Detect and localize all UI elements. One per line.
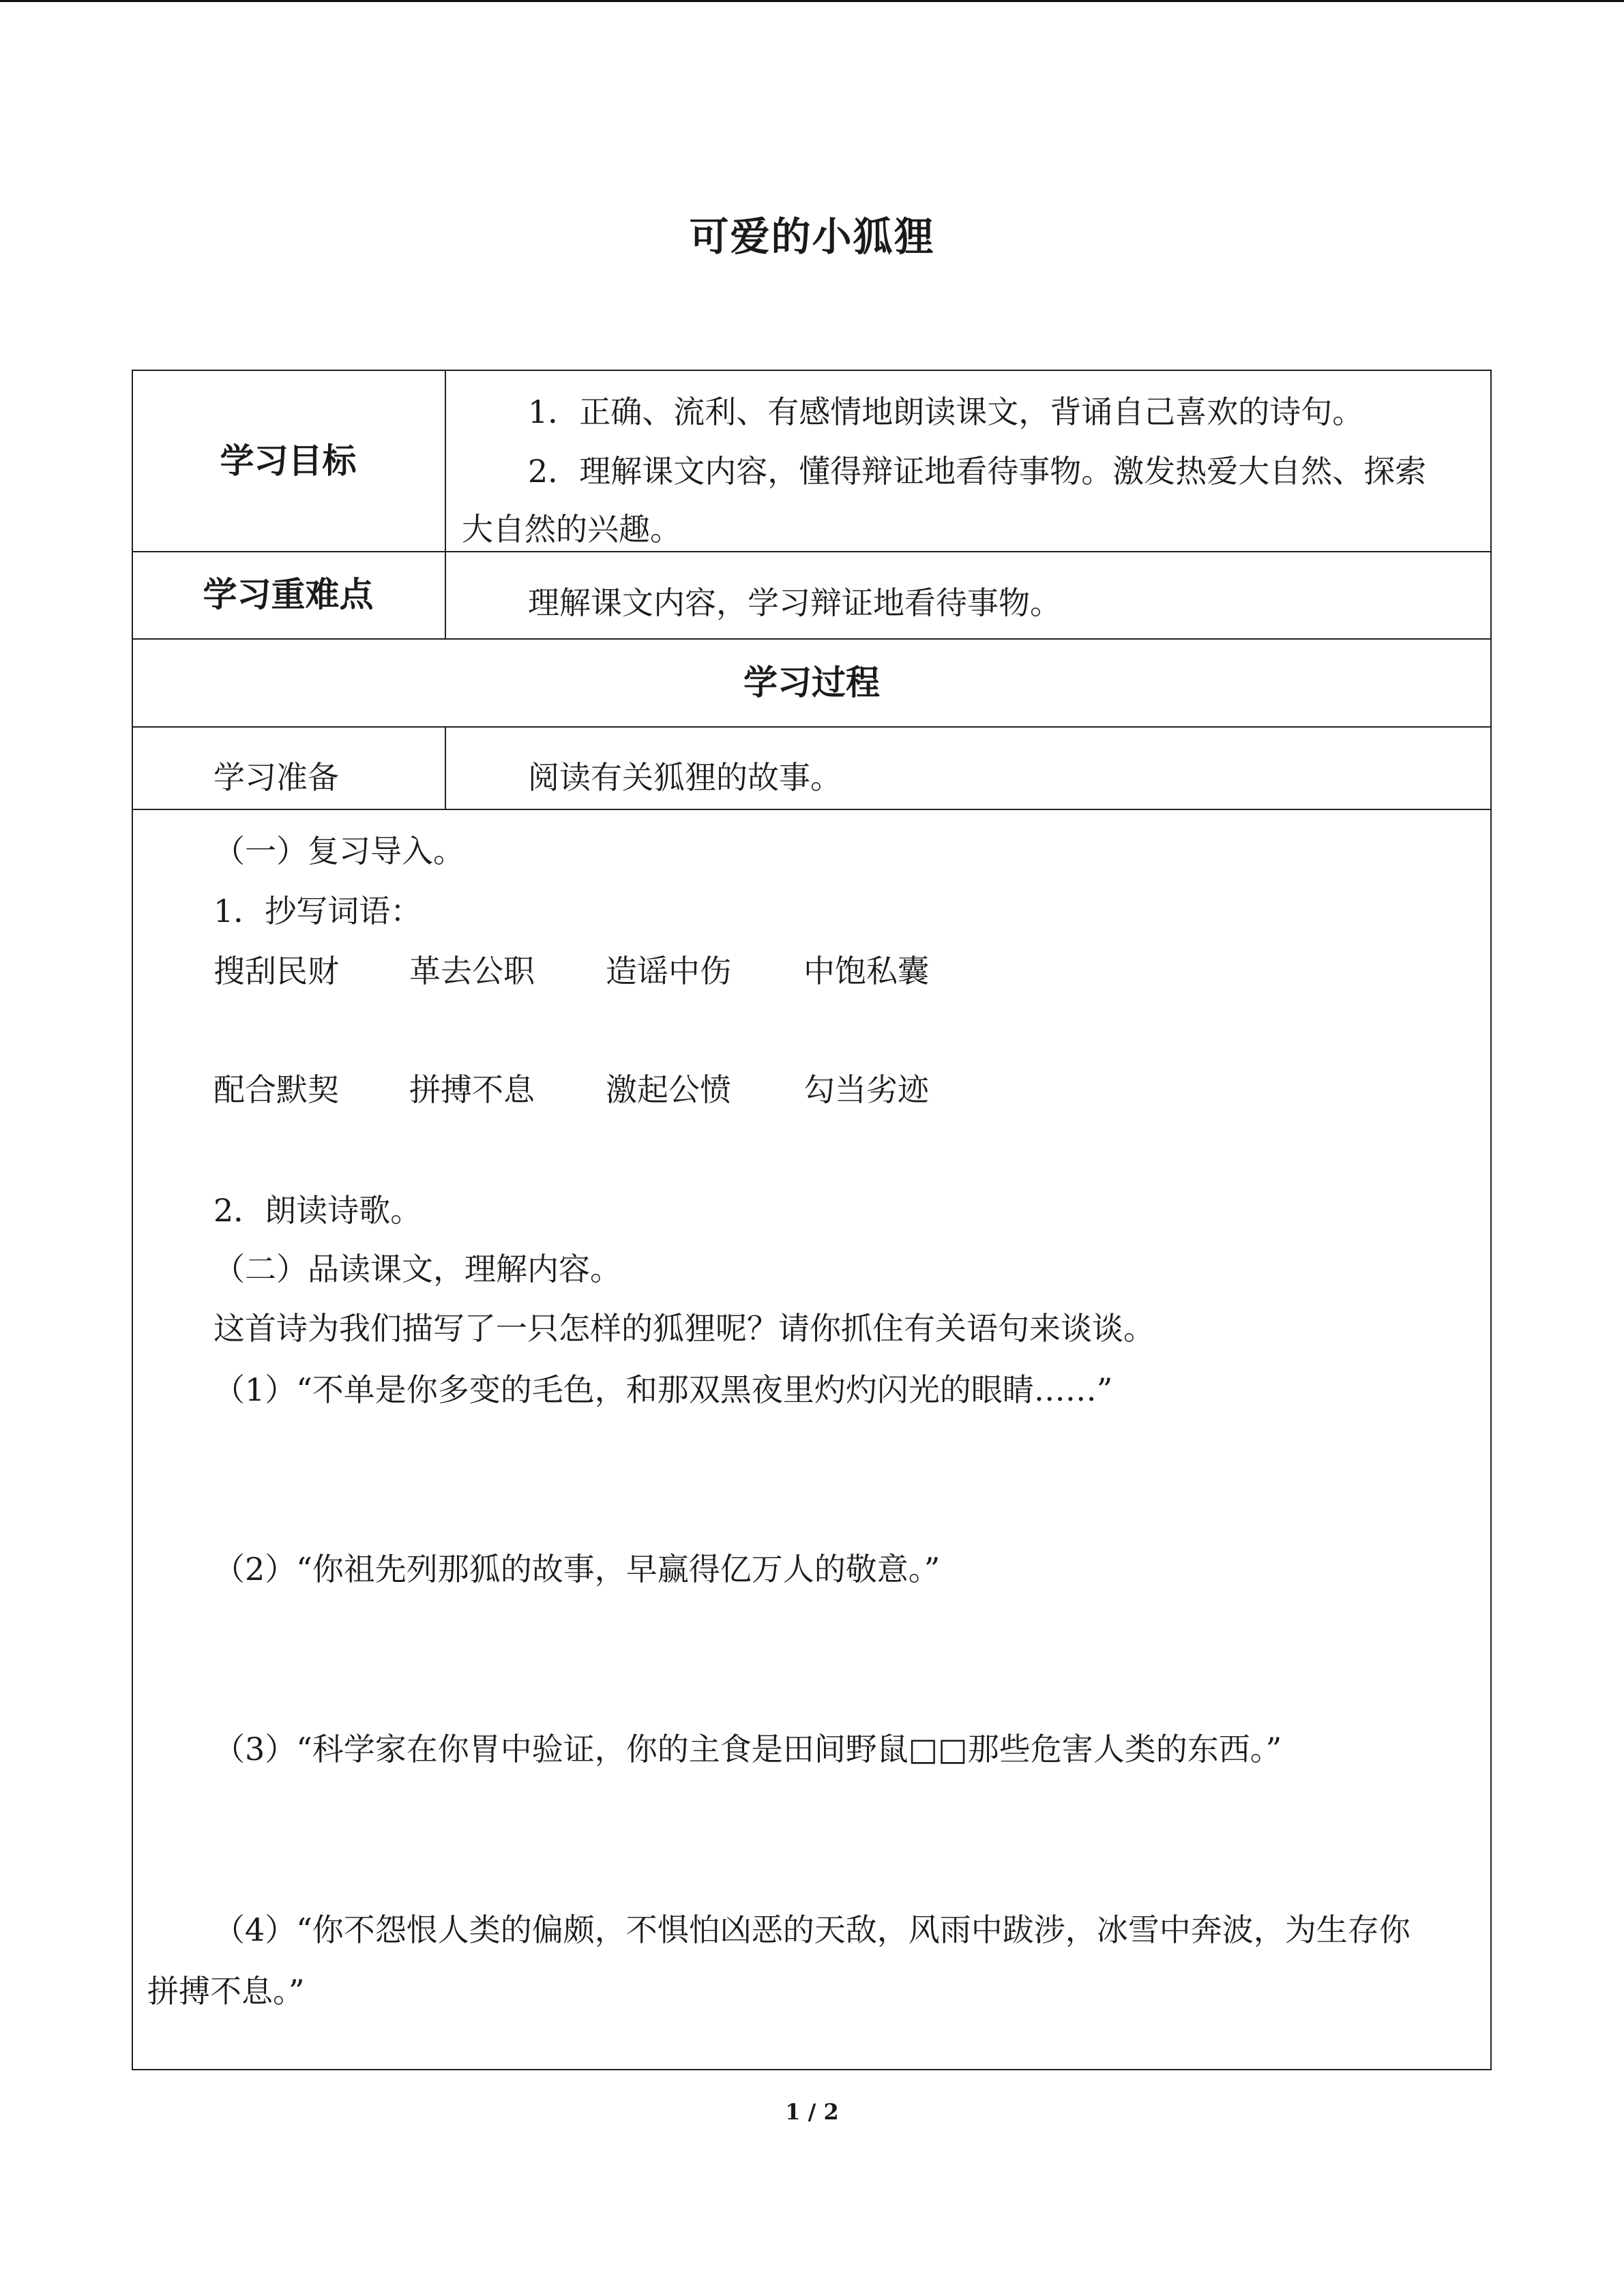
table-divider bbox=[132, 551, 1492, 552]
quote-1: （1）“不单是你多变的毛色，和那双黑夜里灼灼闪光的眼睛……” bbox=[213, 1371, 1113, 1408]
quote-4: （4）“你不怨恨人类的偏颇，不惧怕凶恶的天敌，风雨中跋涉，冰雪中奔波，为生存你 bbox=[213, 1911, 1411, 1948]
preparation-text: 阅读有关狐狸的故事。 bbox=[528, 759, 842, 796]
section-1-heading: （一）复习导入。 bbox=[213, 833, 464, 869]
page-number: 1 / 2 bbox=[785, 2099, 839, 2125]
process-heading: 学习过程 bbox=[743, 663, 880, 702]
quote-4-cont: 拼搏不息。” bbox=[147, 1973, 305, 2010]
objectives-label: 学习目标 bbox=[220, 441, 357, 481]
quote-2: （2）“你祖先列那狐的故事，早赢得亿万人的敬意。” bbox=[213, 1551, 941, 1587]
key-points-label: 学习重难点 bbox=[203, 575, 374, 614]
word-item: 革去公职 bbox=[409, 953, 535, 989]
table-column-divider bbox=[445, 370, 446, 638]
copy-words-heading: 1．抄写词语： bbox=[213, 893, 422, 929]
word-item: 拼搏不息 bbox=[409, 1071, 535, 1108]
word-item: 中饱私囊 bbox=[803, 953, 929, 989]
quote-3: （3）“科学家在你胃中验证，你的主食是田间野鼠□□那些危害人类的东西。” bbox=[213, 1731, 1282, 1768]
table-divider bbox=[132, 638, 1492, 640]
key-points-text: 理解课文内容，学习辩证地看待事物。 bbox=[528, 584, 1061, 621]
word-item: 配合默契 bbox=[213, 1071, 339, 1108]
top-border-line bbox=[0, 0, 1624, 2]
table-divider bbox=[132, 809, 1492, 810]
word-item: 勾当劣迹 bbox=[803, 1071, 929, 1108]
word-item: 造谣中伤 bbox=[606, 953, 731, 989]
section-2-heading: （二）品读课文，理解内容。 bbox=[213, 1251, 621, 1287]
document-title: 可爱的小狐狸 bbox=[689, 213, 935, 260]
objective-item-1: 1．正确、流利、有感情地朗读课文，背诵自己喜欢的诗句。 bbox=[528, 393, 1364, 430]
table-column-divider bbox=[445, 726, 446, 809]
table-divider bbox=[132, 726, 1492, 728]
word-item: 搜刮民财 bbox=[213, 953, 339, 989]
objective-item-2-cont: 大自然的兴趣。 bbox=[462, 511, 681, 548]
discussion-question: 这首诗为我们描写了一只怎样的狐狸呢？请你抓住有关语句来谈谈。 bbox=[213, 1310, 1155, 1347]
read-poem-item: 2．朗读诗歌。 bbox=[213, 1192, 422, 1229]
word-item: 激起公愤 bbox=[606, 1071, 731, 1108]
preparation-label: 学习准备 bbox=[213, 759, 339, 796]
objective-item-2: 2．理解课文内容，懂得辩证地看待事物。激发热爱大自然、探索 bbox=[528, 453, 1427, 490]
